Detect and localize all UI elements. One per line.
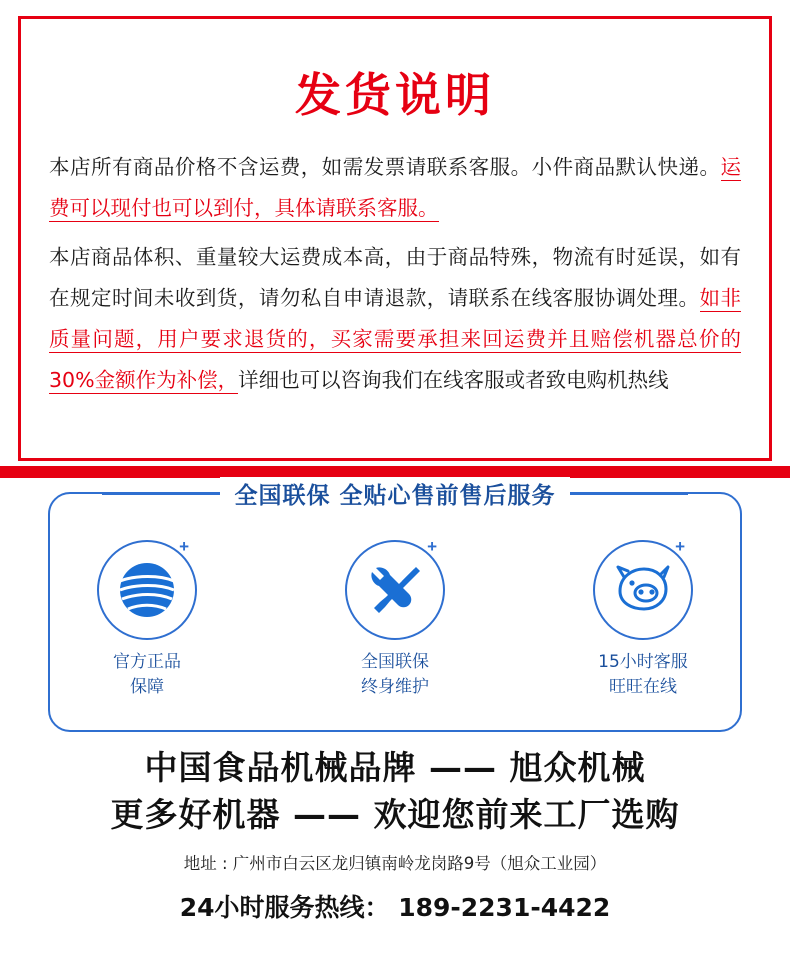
wangwang-pig-icon-frame: [593, 537, 693, 640]
company-address: 地址 : 广州市白云区龙归镇南岭龙岗路9号（旭众工业园）: [183, 854, 607, 873]
heading-rule-right: [570, 493, 688, 495]
service-item-authentic-line1: 官方正品: [113, 652, 181, 672]
service-item-authentic-line2: 保障: [130, 677, 164, 697]
service-panel: [48, 483, 742, 732]
shipping-notice-box: [18, 16, 772, 461]
tools-icon-frame: [345, 537, 445, 640]
globe-icon-frame: [97, 537, 197, 640]
service-item-warranty-label: [310, 650, 480, 700]
service-item-warranty: [310, 537, 480, 700]
service-item-authentic-label: [62, 650, 232, 700]
service-item-warranty-line1: 全国联保: [361, 652, 429, 672]
notice-p2-text-b: 详细也可以咨询我们在线客服或者致电购机热线: [238, 368, 669, 392]
service-heading-label: 全国联保 全贴心售前售后服务: [220, 477, 569, 510]
heading-rule-left: [102, 493, 220, 495]
notice-p1-highlight: 运费可以现付也可以到付，具体请联系客服。: [49, 155, 741, 220]
brand-line-1: 中国食品机械品牌 —— 旭众机械: [144, 748, 646, 787]
notice-paragraph-2: [49, 237, 741, 401]
notice-paragraph-1: [49, 147, 741, 229]
brand-block: [0, 744, 790, 924]
plus-icon: +: [675, 537, 685, 556]
notice-p2-highlight: 如非质量问题，用户要求退货的，买家需要承担来回运费并且赔偿机器总价的30%金额作为补偿，: [49, 286, 741, 392]
service-items: [50, 494, 740, 700]
service-item-support-line1: 15小时客服: [598, 652, 688, 672]
service-item-warranty-line2: 终身维护: [361, 677, 429, 697]
service-hotline: 24小时服务热线： 189-2231-4422: [179, 893, 611, 922]
page-title: 发货说明: [295, 68, 495, 122]
plus-icon: +: [427, 537, 437, 556]
plus-icon: +: [179, 537, 189, 556]
brand-line-2: 更多好机器 —— 欢迎您前来工厂选购: [110, 795, 680, 834]
wangwang-pig-icon: [610, 561, 676, 619]
notice-p1-text: 本店所有商品价格不含运费，如需发票请联系客服。小件商品默认快递。: [49, 155, 721, 179]
service-item-support: [558, 537, 728, 700]
service-item-support-label: [558, 650, 728, 700]
service-item-authentic: [62, 537, 232, 700]
notice-p2-text-a: 本店商品体积、重量较大运费成本高，由于商品特殊，物流有时延误，如有在规定时间未收到货，请勿私自申请退款，请联系在线客服协调处理。: [49, 245, 741, 310]
tools-icon: [364, 559, 426, 621]
service-heading: [50, 477, 740, 510]
globe-icon: [116, 559, 178, 621]
notice-body: [49, 147, 741, 401]
service-item-support-line2: 旺旺在线: [609, 677, 677, 697]
